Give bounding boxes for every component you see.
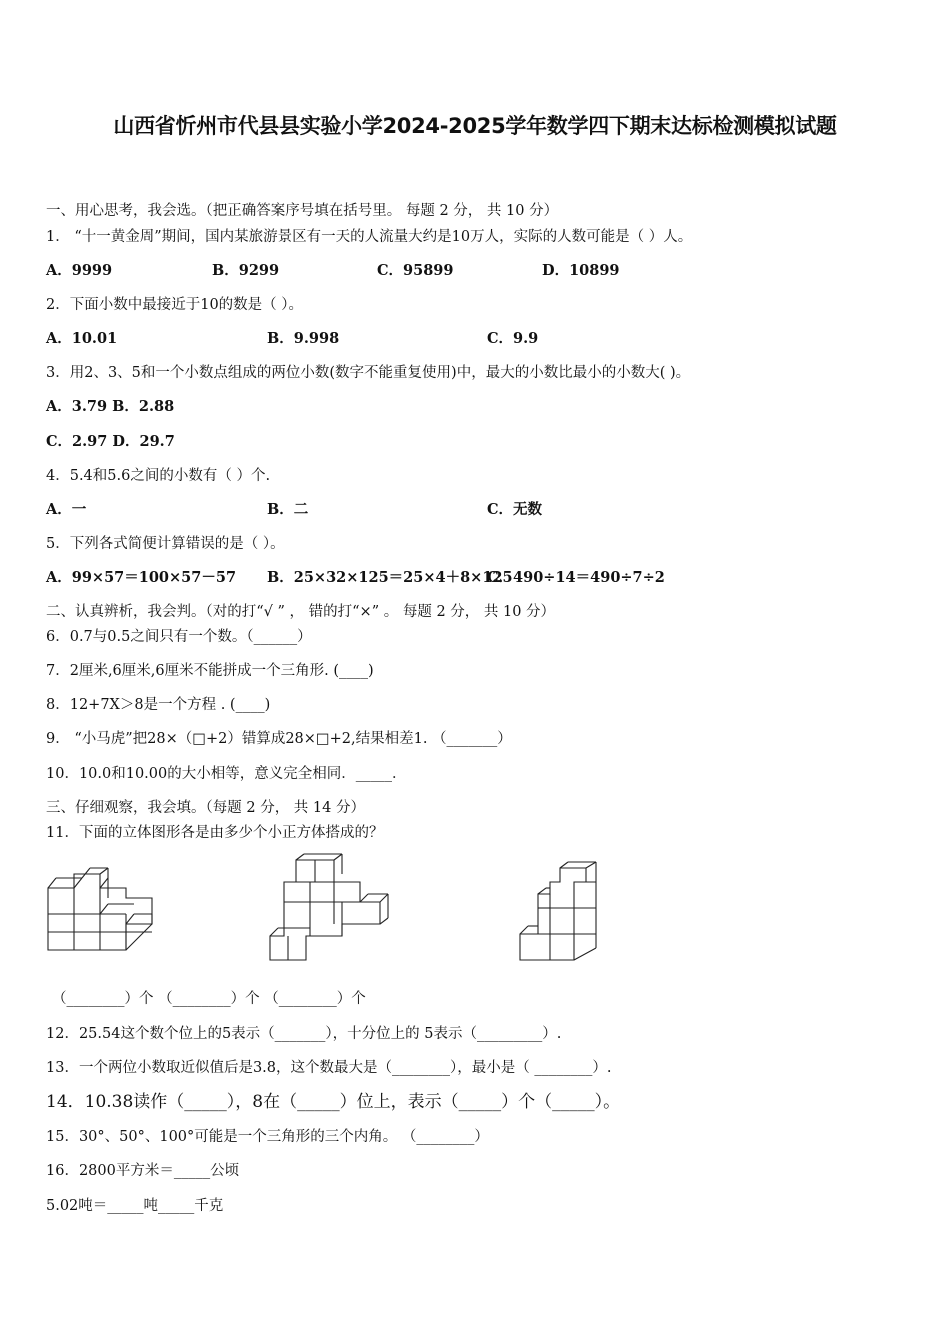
- question-14: 14．10.38读作（_____），8在（_____）位上，表示（_____）个（_____）。: [46, 1092, 621, 1112]
- q5-option-b: B．25×32×125＝25×4＋8×125: [267, 569, 513, 586]
- q2-option-a: A．10.01: [46, 330, 118, 347]
- question-11: 11．下面的立体图形各是由多少个小正方体搭成的？: [46, 825, 384, 841]
- q3-options-cd: C．2.97 D．29.7: [46, 433, 175, 450]
- question-16: 16．2800平方米＝_____公顷: [46, 1163, 240, 1179]
- q11-answer-blanks: （________）个 （________）个 （________）个: [52, 991, 366, 1007]
- q3-options-ab: A．3.79 B．2.88: [46, 398, 175, 415]
- q1-option-d: D．10899: [542, 262, 620, 279]
- question-1: 1． “十一黄金周”期间，国内某旅游景区有一天的人流量大约是10万人，实际的人数可能是（ ）人。: [46, 229, 693, 245]
- question-12: 12．25.54这个数个位上的5表示（_______），十分位上的 5表示（_________）.: [46, 1026, 562, 1042]
- question-13: 13．一个两位小数取近似值后是3.8，这个数最大是（________），最小是（ ________）.: [46, 1060, 612, 1076]
- cube-figure-2: [266, 852, 390, 964]
- question-9: 9． “小马虎”把28×（□+2）错算成28×□+2,结果相差1. （_______）: [46, 731, 512, 747]
- question-7: 7．2厘米,6厘米,6厘米不能拼成一个三角形. (____): [46, 663, 374, 679]
- q2-option-c: C．9.9: [487, 330, 539, 347]
- section-1-heading: 一、用心思考，我会选。（把正确答案序号填在括号里。 每题 2 分， 共 10 分）: [46, 203, 559, 219]
- q5-option-a: A．99×57＝100×57－57: [46, 569, 237, 586]
- q4-option-a: A．一: [46, 501, 87, 518]
- question-4: 4．5.4和5.6之间的小数有（ ）个.: [46, 468, 271, 484]
- section-3-heading: 三、仔细观察，我会填。（每题 2 分， 共 14 分）: [46, 800, 365, 816]
- q1-option-a: A．9999: [46, 262, 113, 279]
- question-10: 10．10.0和10.00的大小相等，意义完全相同．_____．: [46, 766, 407, 782]
- q2-option-b: B．9.998: [267, 330, 340, 347]
- question-5: 5．下列各式简便计算错误的是（ ）。: [46, 536, 285, 552]
- q1-option-c: C．95899: [377, 262, 454, 279]
- question-6: 6．0.7与0.5之间只有一个数。（______）: [46, 629, 312, 645]
- question-3: 3．用2、3、5和一个小数点组成的两位小数(数字不能重复使用)中，最大的小数比最小的小数大( )。: [46, 365, 691, 381]
- question-8: 8．12+7X＞8是一个方程 . (____): [46, 697, 271, 713]
- page-title: 山西省忻州市代县县实验小学2024-2025学年数学四下期末达标检测模拟试题: [113, 114, 837, 138]
- q5-option-c: C．490÷14＝490÷7÷2: [487, 569, 665, 586]
- cube-figure-1: [46, 862, 156, 964]
- q1-option-b: B．9299: [212, 262, 280, 279]
- q4-option-b: B．二: [267, 501, 309, 518]
- q4-option-c: C．无数: [487, 501, 543, 518]
- cube-figure-3: [518, 860, 602, 964]
- question-15: 15．30°、50°、100°可能是一个三角形的三个内角。 （________）: [46, 1129, 489, 1145]
- question-2: 2．下面小数中最接近于10的数是（ ）。: [46, 297, 304, 313]
- question-16-part-b: 5.02吨＝_____吨_____千克: [46, 1198, 224, 1214]
- section-2-heading: 二、认真辨析，我会判。（对的打“√ ” ， 错的打“×” 。 每题 2 分， 共 10 分）: [46, 604, 556, 620]
